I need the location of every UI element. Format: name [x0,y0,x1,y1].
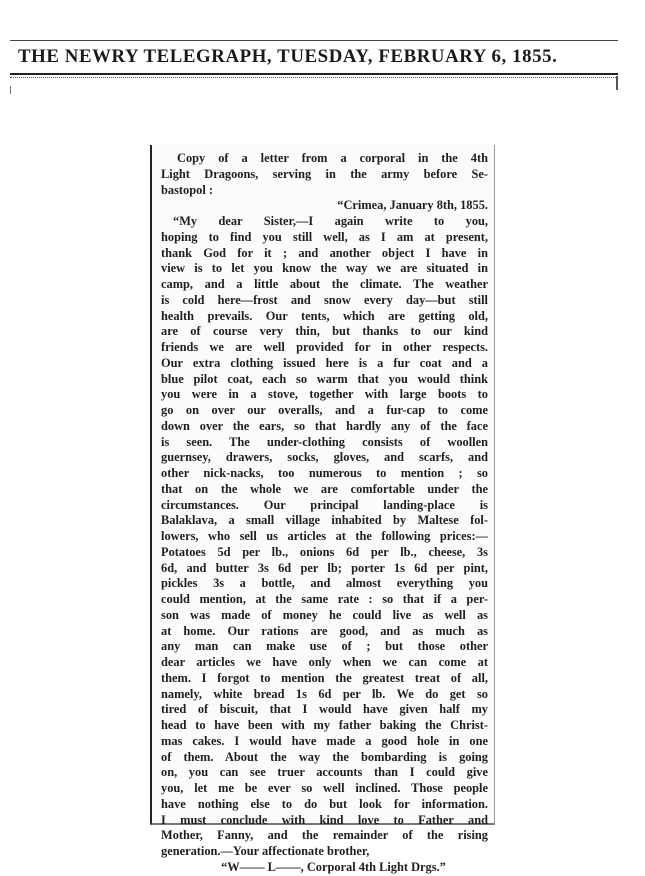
article-text [161,151,488,876]
article-line: pickles 3s a bottle, and almost everything you [161,576,488,591]
article-line: dear articles we have only when we can come at [161,655,488,669]
article-line: could mention, at the same rate : so that if a per- [161,592,488,606]
column-mark-left [10,86,11,94]
article-line: down over the ears, so that hardly any of the face [161,418,488,433]
article-line: hoping to find you still well, as I am at present, [161,229,488,244]
article-line: bastopol : [161,182,213,197]
article-line: thank God for it ; and another object I have in [161,245,488,260]
column-mark-right [616,76,618,90]
masthead-dotted-rule [10,77,618,78]
article-line: guernsey, drawers, socks, gloves, and scarfs, and [161,450,488,465]
newspaper-clipping [150,145,495,874]
article-line: 6d, and butter 3s 6d per lb; porter 1s 6d per pint, [161,560,488,575]
article-line: Light Dragoons, serving in the army before Se- [161,166,488,181]
article-line: Copy of a letter from a corporal in the 4th [177,151,488,165]
letter-signature: “W—— L——, Corporal 4th Light Drgs.” [221,859,446,874]
article-line: son was made of money he could live as well as [161,607,488,622]
article-line: circumstances. Our principal landing-place is [161,497,488,512]
article-line: generation.—Your affectionate brother, [161,844,370,858]
article-line: you were in a stove, together with large boots to [161,387,488,402]
article-line: is cold here—frost and snow every day—but still [161,292,488,307]
article-line: Mother, Fanny, and the remainder of the rising [161,828,488,843]
article-line: Our extra clothing issued here is a fur coat and a [161,355,488,370]
article-line: namely, white bread 1s 6d per lb. We do get so [161,686,488,701]
article-line: that on the whole we are comfortable under the [161,481,488,496]
article-line: is seen. The under-clothing consists of woollen [161,434,488,449]
article-line: I must conclude with kind love to Father and [161,812,488,827]
article-line: “My dear Sister,—I again write to you, [173,214,488,228]
article-line: camp, and a little about the climate. The weather [161,277,488,291]
article-line: blue pilot coat, each so warm that you would think [161,371,488,386]
article-line: head to have been with my father baking the Christ- [161,718,488,732]
article-line: them. I forgot to mention the greatest treat of all, [161,670,488,685]
article-line: go on over our overalls, and a fur-cap to come [161,403,488,417]
article-line: have nothing else to do but look for information. [161,796,488,811]
article-line: you, let me be ever so well inclined. Those people [161,781,488,795]
masthead-top-rule [10,40,618,41]
article-line: other nick-nacks, too numerous to mention ; so [161,466,488,480]
article-line: mas cakes. I would have made a good hole in one [161,733,488,748]
masthead-bottom-rule [10,73,618,75]
article-line: health prevails. Our tents, which are getting old, [161,308,488,323]
article-line: Balaklava, a small village inhabited by Maltese fol- [161,513,488,528]
article-line: on, you can see truer accounts than I could give [161,765,488,780]
newspaper-title: THE NEWRY TELEGRAPH, TUESDAY, FEBRUARY 6, 1855. [18,46,558,67]
article-line: view is to let you know the way we are situated in [161,261,488,276]
article-line: of them. About the way the bombarding is going [161,749,488,764]
article-line: Potatoes 5d per lb., onions 6d per lb., cheese, 3s [161,544,488,559]
letter-dateline: “Crimea, January 8th, 1855. [337,198,488,213]
article-line: any man can make use of ; but those other [161,639,488,654]
article-line: lowers, who sell us articles at the following prices:— [161,529,488,543]
article-line: at home. Our rations are good, and as much as [161,623,488,638]
article-line: tired of biscuit, that I would have given half my [161,702,488,717]
article-line: friends we are well provided for in other respects. [161,340,488,354]
masthead [10,40,618,84]
article-line: are of course very thin, but thanks to our kind [161,324,488,339]
